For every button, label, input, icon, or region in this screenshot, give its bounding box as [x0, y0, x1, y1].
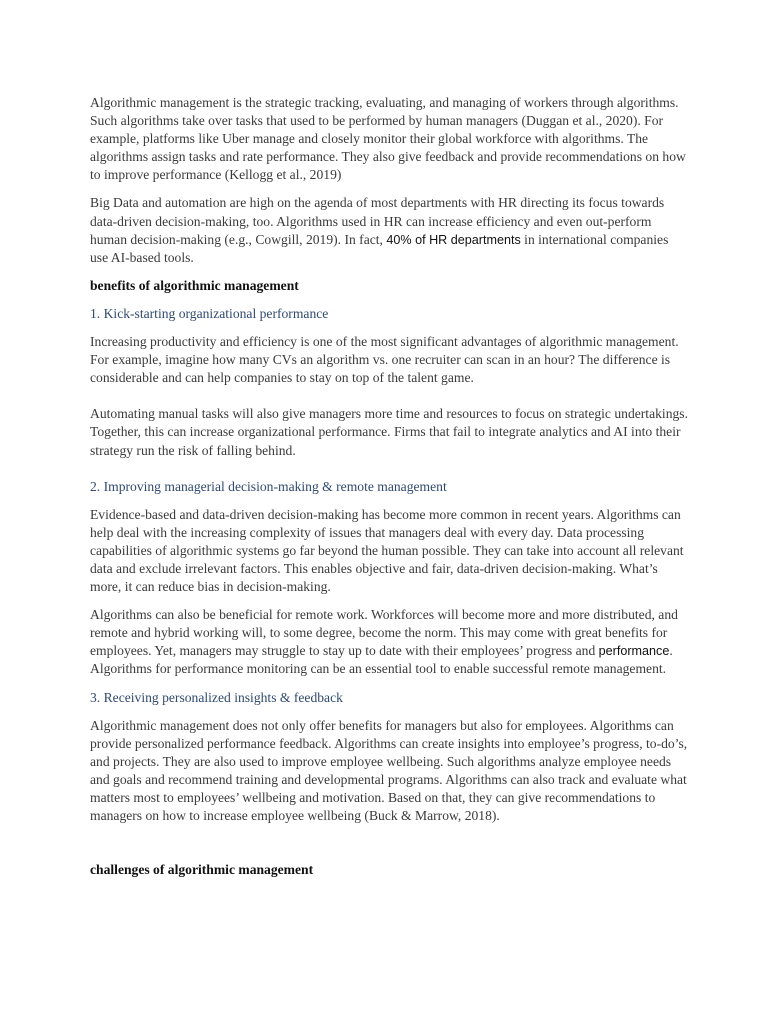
section-1-title: 1. Kick-starting organizational performance	[90, 305, 329, 321]
challenges-heading: challenges of algorithmic management	[90, 862, 314, 878]
section-2-paragraph-2-text-a: Algorithms can also be beneficial for remote work. Workforces will become more and more distributed, and remote and hybrid working will, to some degree, become the norm. This may come with great benefits for employees. Yet, managers may struggle to stay up to date with their employees’ progress and	[90, 607, 678, 659]
intro-paragraph-2-text-b: in international companies use AI-based tools.	[90, 231, 669, 265]
document-page	[90, 94, 688, 889]
benefits-heading: benefits of algorithmic management	[90, 277, 299, 293]
hr-departments-link[interactable]: 40% of HR departments	[386, 232, 521, 247]
performance-link[interactable]: performance	[598, 644, 670, 659]
section-1-paragraph-1: Increasing productivity and efficiency is one of the most significant advantages of algorithmic management. For example, imagine how many CVs an algorithm vs. one recruiter can scan in an hour? The difference is considerable and can help companies to stay on top of the talent game.	[90, 334, 679, 386]
intro-paragraph-2	[90, 194, 688, 266]
section-2-paragraph-2	[90, 606, 688, 678]
section-3-title: 3. Receiving personalized insights & feedback	[90, 689, 343, 705]
section-2-paragraph-1: Evidence-based and data-driven decision-making has become more common in recent years. Algorithms can help deal with the increasing complexity of issues that managers deal with every day. Data processing capabilities of algorithmic systems go far beyond the human possible. They can take into account all relevant data and exclude irrelevant factors. This enables objective and fair, data-driven decision-making. What’s more, it can reduce bias in decision-making.	[90, 506, 684, 595]
section-1-paragraph-2: Automating manual tasks will also give managers more time and resources to focus on strategic undertakings. Together, this can increase organizational performance. Firms that fail to integrate analytics and AI into their strategy run the risk of falling behind.	[90, 406, 688, 458]
section-spacer	[90, 835, 688, 861]
section-2-paragraph-2-text-b: . Algorithms for performance monitoring can be an essential tool to enable successful remote management.	[90, 643, 673, 677]
section-2-title: 2. Improving managerial decision-making & remote management	[90, 478, 447, 494]
section-3-paragraph-1: Algorithmic management does not only offer benefits for managers but also for employees. Algorithms can provide personalized performance feedback. Algorithms can create insights into employee’s progress, to-do’s, and projects. They are also used to improve employee wellbeing. Such algorithms analyze employee needs and goals and recommend training and developmental programs. Algorithms can also track and evaluate what matters most to employees’ wellbeing and motivation. Based on that, they can give recommendations to managers on how to increase employee wellbeing (Buck & Marrow, 2018).	[90, 717, 688, 824]
intro-paragraph-2-text-a: Big Data and automation are high on the agenda of most departments with HR directing its focus towards data-driven decision-making, too. Algorithms used in HR can increase efficiency and even out-perform human decision-making (e.g., Cowgill, 2019). In fact,	[90, 195, 665, 247]
intro-paragraph-1: Algorithmic management is the strategic tracking, evaluating, and managing of workers through algorithms. Such algorithms take over tasks that used to be performed by human managers (Duggan et al., 2020). For example, platforms like Uber manage and closely monitor their global workforce with algorithms. The algorithms assign tasks and rate performance. They also give feedback and provide recommendations on how to improve performance (Kellogg et al., 2019)	[90, 95, 686, 183]
